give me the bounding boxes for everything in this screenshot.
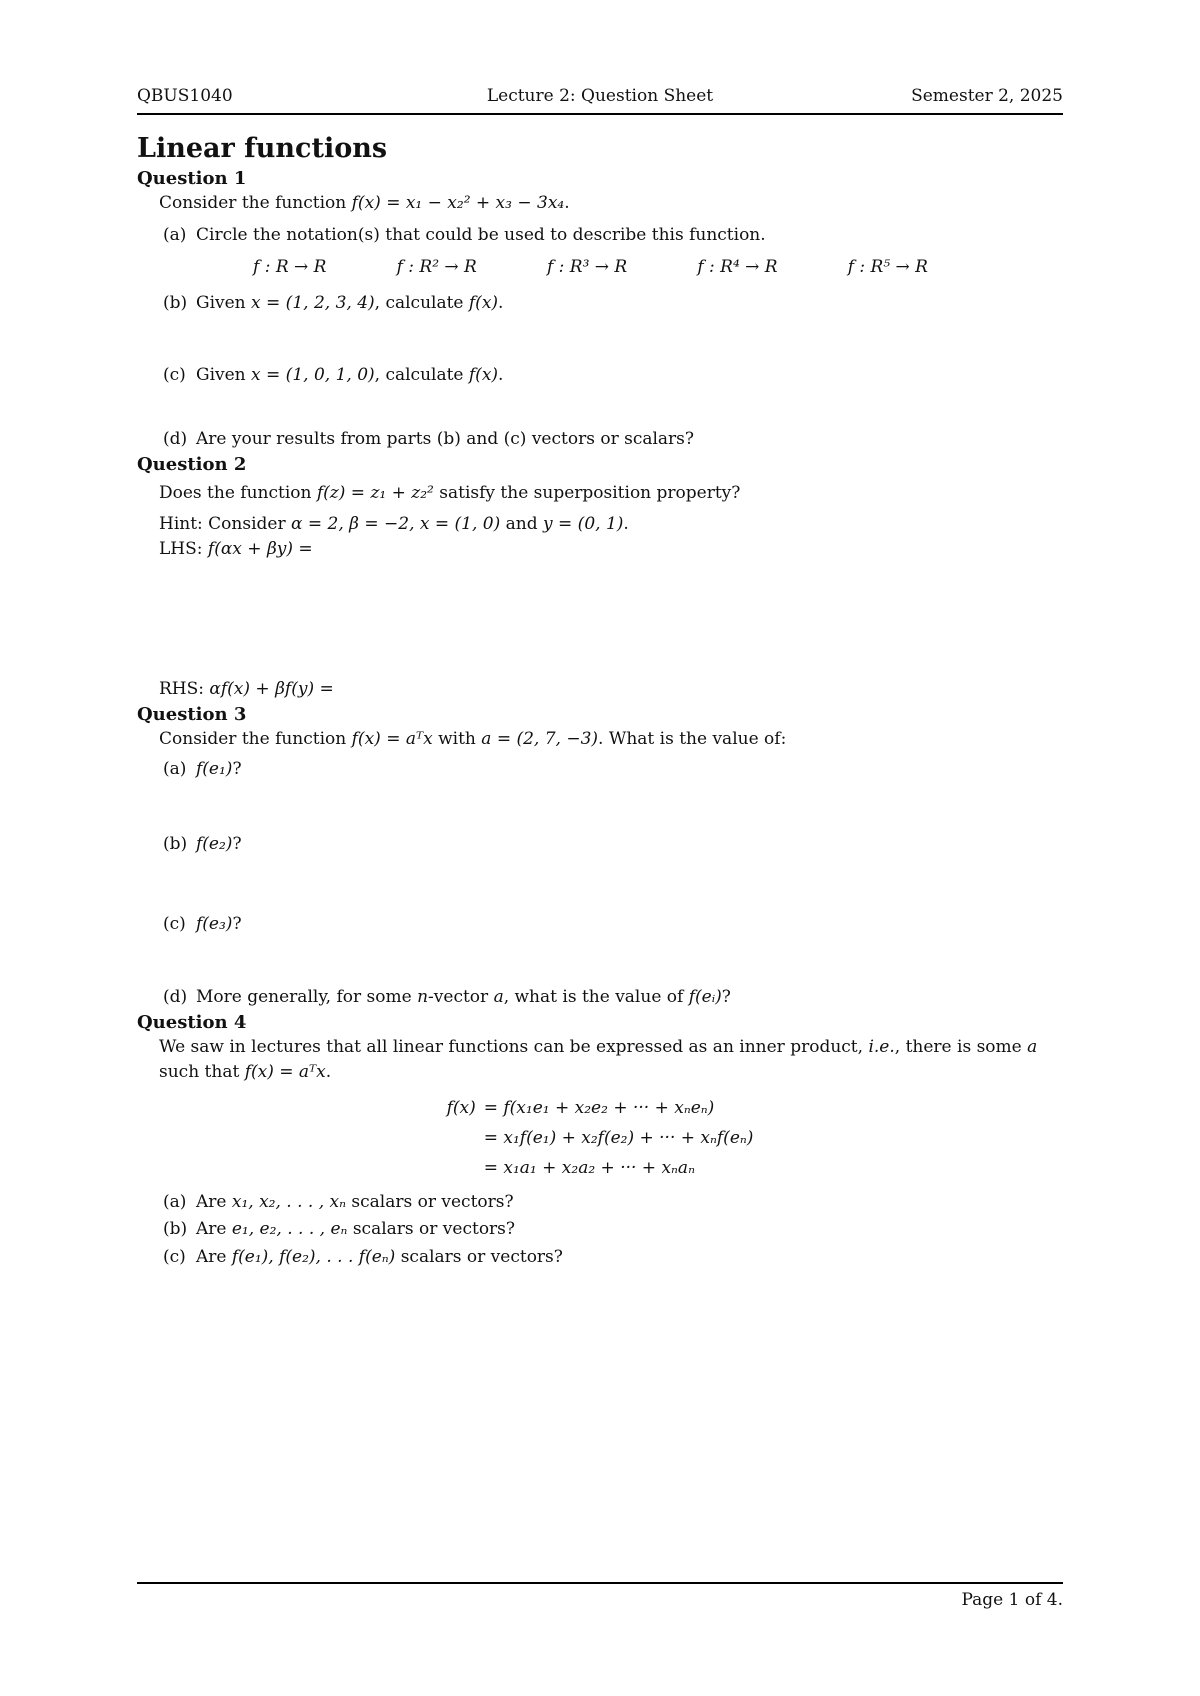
item-label: (a): [163, 759, 187, 779]
question-2-lhs: LHS: f(αx + βy) =: [159, 539, 313, 559]
item-label: (c): [163, 1247, 186, 1267]
equation-line3-lhs: [447, 1153, 476, 1183]
question-3-intro: Consider the function f(x) = aᵀx with a = (2, 7, −3). What is the value of:: [159, 729, 787, 749]
question-1-notation-options: [253, 255, 928, 280]
header-lecture-title: Lecture 2: Question Sheet: [486, 86, 714, 106]
item-label: (b): [163, 1219, 188, 1239]
question-3-part-c: (c) f(e₃)?: [163, 912, 1063, 937]
question-1-intro: Consider the function f(x) = x₁ − x₂² + x₃ − 3x₄.: [159, 193, 570, 213]
question-3-part-d: (d) More generally, for some n-vector a, what is the value of f(eᵢ)?: [163, 985, 1063, 1010]
question-4-derivation: [137, 1093, 1063, 1183]
question-4-heading: Question 4: [137, 1012, 247, 1033]
document-footer: [137, 1578, 1063, 1613]
q2-intro-formula: f(z) = z₁ + z₂²: [316, 483, 434, 503]
item-label: (b): [163, 293, 188, 313]
question-3-part-a: (a) f(e₁)?: [163, 757, 1063, 782]
document-header: [137, 84, 1063, 109]
question-2-rhs: RHS: αf(x) + βf(y) =: [159, 679, 334, 699]
question-1-part-b: (b) Given x = (1, 2, 3, 4), calculate f(x).: [163, 291, 1063, 316]
item-label: (c): [163, 365, 186, 385]
question-1-part-d: (d) Are your results from parts (b) and (c) vectors or scalars?: [163, 427, 1063, 452]
footer-rule: [137, 1582, 1063, 1584]
q3-intro-formula: f(x) = aᵀx: [351, 729, 433, 749]
notation-option-2: f : R² → R: [396, 257, 477, 277]
equation-grid: [447, 1093, 754, 1183]
item-label: (b): [163, 834, 188, 854]
header-rule: [137, 113, 1063, 115]
notation-option-1: f : R → R: [253, 257, 327, 277]
question-1-part-c: (c) Given x = (1, 0, 1, 0), calculate f(x).: [163, 363, 1063, 388]
question-2-heading: Question 2: [137, 454, 247, 475]
notation-option-3: f : R³ → R: [546, 257, 628, 277]
question-4-part-c: (c) Are f(e₁), f(e₂), . . . f(eₙ) scalars or vectors?: [163, 1245, 1063, 1270]
question-3-heading: Question 3: [137, 704, 247, 725]
question-4-part-a: (a) Are x₁, x₂, . . . , xₙ scalars or vectors?: [163, 1190, 1063, 1215]
item-label: (a): [163, 1192, 187, 1212]
header-semester: Semester 2, 2025: [911, 86, 1063, 106]
q1-intro-formula: f(x) = x₁ − x₂² + x₃ − 3x₄: [351, 193, 565, 213]
notation-option-4: f : R⁴ → R: [697, 257, 778, 277]
item-label: (d): [163, 987, 188, 1007]
header-course-code: QBUS1040: [137, 86, 233, 106]
equation-line2-rhs: = x₁f(e₁) + x₂f(e₂) + ··· + xₙf(eₙ): [483, 1128, 754, 1148]
item-label: (a): [163, 225, 187, 245]
question-1-heading: Question 1: [137, 168, 247, 189]
question-4-intro: We saw in lectures that all linear functions can be expressed as an inner product, i.e., there is some a such that f(x) = aᵀx.: [159, 1037, 1038, 1082]
question-2-intro: Does the function f(z) = z₁ + z₂² satisfy the superposition property?: [159, 483, 741, 503]
question-4-part-b: (b) Are e₁, e₂, . . . , eₙ scalars or vectors?: [163, 1217, 1063, 1242]
equation-line2-lhs: [447, 1123, 476, 1153]
notation-option-5: f : R⁵ → R: [847, 257, 928, 277]
q4-intro-formula: f(x) = aᵀx: [244, 1062, 326, 1082]
item-label: (d): [163, 429, 188, 449]
page-content: [137, 0, 1063, 1270]
page-title: Linear functions: [137, 133, 388, 164]
equation-line1-rhs: = f(x₁e₁ + x₂e₂ + ··· + xₙeₙ): [483, 1098, 715, 1118]
equation-line3-rhs: = x₁a₁ + x₂a₂ + ··· + xₙaₙ: [483, 1158, 695, 1178]
question-1-part-a: (a) Circle the notation(s) that could be used to describe this function.: [163, 223, 1063, 248]
equation-line1-lhs: f(x): [446, 1098, 476, 1118]
ie-abbreviation: i.e.: [868, 1037, 895, 1057]
question-3-part-b: (b) f(e₂)?: [163, 832, 1063, 857]
lhs-formula: f(αx + βy) =: [207, 539, 313, 559]
rhs-formula: αf(x) + βf(y) =: [209, 679, 334, 699]
page-number: Page 1 of 4.: [961, 1590, 1063, 1610]
item-label: (c): [163, 914, 186, 934]
question-2-hint: Hint: Consider α = 2, β = −2, x = (1, 0) and y = (0, 1).: [159, 514, 629, 534]
